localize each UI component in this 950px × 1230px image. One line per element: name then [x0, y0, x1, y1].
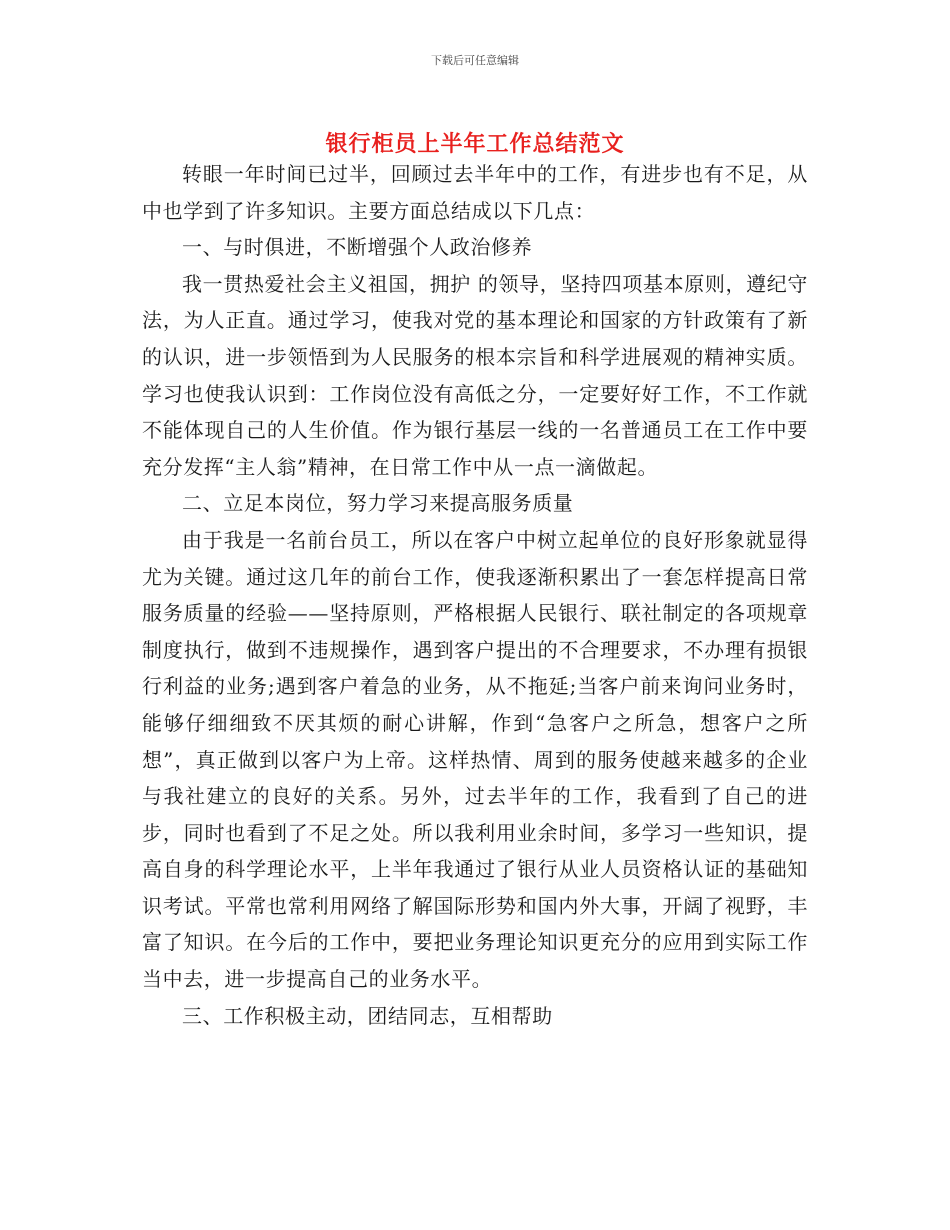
- section-heading-3: 三、工作积极主动，团结同志，互相帮助: [182, 1003, 553, 1028]
- paragraph-section-1: 我一贯热爱社会主义祖国，拥护 的领导，坚持四项基本原则，遵纪守法，为人正直。通过学习，使我对党的基本理论和国家的方针政策有了新的认识，进一步领悟到为人民服务的根本宗旨和科学进展观的精神实质。学习也使我认识到：工作岗位没有高低之分，一定要好好工作，不工作就不能体现自己的人生价值。作为银行基层一线的一名普通员工在工作中要充分发挥“主人翁”精神，在日常工作中从一点一滴做起。: [142, 271, 808, 479]
- paragraph-intro: 转眼一年时间已过半，回顾过去半年中的工作，有进步也有不足，从中也学到了许多知识。主要方面总结成以下几点：: [142, 162, 808, 223]
- section-heading-1: 一、与时俱进，不断增强个人政治修养: [182, 235, 533, 260]
- section-heading-2: 二、立足本岗位，努力学习来提高服务质量: [182, 491, 574, 516]
- document-title: 银行柜员上半年工作总结范文: [325, 130, 625, 157]
- document-body: [142, 156, 808, 1034]
- page-header-note: 下载后可任意编辑: [431, 54, 519, 67]
- paragraph-section-2: 由于我是一名前台员工，所以在客户中树立起单位的良好形象就显得尤为关键。通过这几年的前台工作，使我逐渐积累出了一套怎样提高日常服务质量的经验——坚持原则，严格根据人民银行、联社制定的各项规章制度执行，做到不违规操作，遇到客户提出的不合理要求，不办理有损银行利益的业务;遇到客户着急的业务，从不拖延;当客户前来询问业务时，能够仔细细致不厌其烦的耐心讲解，作到“急客户之所急，想客户之所想”，真正做到以客户为上帝。这样热情、周到的服务使越来越多的企业与我社建立的良好的关系。另外，过去半年的工作，我看到了自己的进步，同时也看到了不足之处。所以我利用业余时间，多学习一些知识，提高自身的科学理论水平，上半年我通过了银行从业人员资格认证的基础知识考试。平常也常利用网络了解国际形势和国内外大事，开阔了视野，丰富了知识。在今后的工作中，要把业务理论知识更充分的应用到实际工作当中去，进一步提高自己的业务水平。: [142, 527, 808, 992]
